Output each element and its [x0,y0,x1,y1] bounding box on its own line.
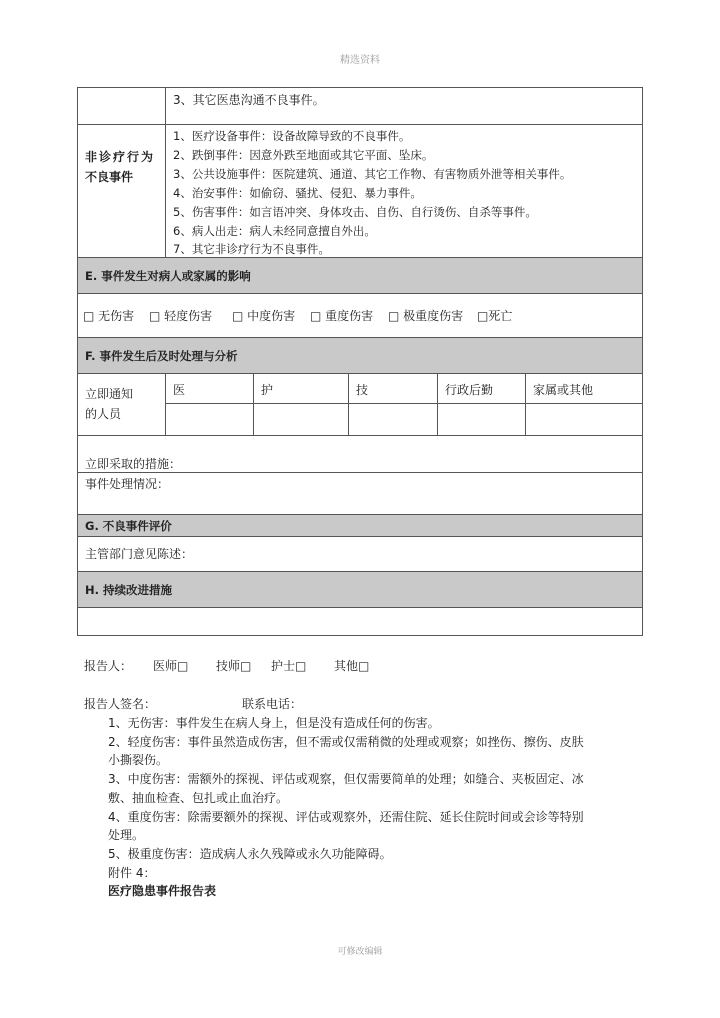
impact-option-death[interactable]: □死亡 [477,309,513,323]
list-item: 6、病人出走：病人未经同意擅自外出。 [173,224,376,238]
note-line: 4、重度伤害：除需要额外的探视、评估或观察外，还需住院、延长住院时间或会诊等特别 [108,810,584,824]
section-h-title: H. 持续改进措施 [85,583,172,597]
page-header: 精选资料 [340,55,380,66]
section-f-title: F. 事件发生后及时处理与分析 [85,349,238,363]
appendix-title: 医疗隐患事件报告表 [108,884,217,898]
notify-col-admin: 行政后勤 [445,383,494,397]
divider [165,88,166,257]
section-f-header [78,337,642,374]
divider [78,435,642,436]
appendix-label: 附件 4： [108,866,156,880]
reporter-option-doctor[interactable]: 医师□ [153,659,189,673]
section-g-header [78,514,642,537]
notify-col-tech: 技 [356,383,369,397]
impact-option-mild[interactable]: □ 轻度伤害 [149,309,213,323]
reporter-option-tech[interactable]: 技师□ [216,659,252,673]
note-line: 1、无伤害：事件发生在病人身上，但是没有造成任何的伤害。 [108,716,440,730]
notify-col-family: 家属或其他 [533,383,594,397]
note-line: 3、中度伤害：需额外的探视、评估或观察，但仅需要简单的处理；如缝合、夹板固定、冰 [108,772,584,786]
signature-label: 报告人签名： [84,697,157,711]
note-line: 2、轻度伤害：事件虽然造成伤害，但不需或仅需稍微的处理或观察；如挫伤、擦伤、皮肤 [108,735,584,749]
list-item: 3、公共设施事件：医院建筑、通道、其它工作物、有害物质外泄等相关事件。 [173,167,572,181]
reporter-option-other[interactable]: 其他□ [334,659,370,673]
page-footer: 可修改编辑 [337,947,383,957]
impact-option-moderate[interactable]: □ 中度伤害 [232,309,296,323]
divider [78,124,642,125]
report-form-table [77,87,643,636]
section-h-header [78,571,642,608]
notify-col-doctor: 医 [173,383,186,397]
notify-cell-tech[interactable] [349,404,436,434]
note-line: 敷、抽血检查、包扎或止血治疗。 [108,791,289,805]
list-item: 1、医疗设备事件：设备故障导致的不良事件。 [173,129,411,143]
notify-cell-admin[interactable] [438,404,524,434]
note-line: 5、极重度伤害：造成病人永久残障或永久功能障碍。 [108,847,392,861]
notify-cell-nurse[interactable] [254,404,347,434]
list-item: 5、伤害事件：如言语冲突、身体攻击、自伤、自行烫伤、自杀等事件。 [173,205,537,219]
section-g-title: G. 不良事件评价 [85,519,172,533]
section-e-header [78,257,642,294]
notify-label: 立即通知 [85,387,134,401]
comm-event-item-3: 3、其它医患沟通不良事件。 [173,93,325,107]
reporter-option-nurse[interactable]: 护士□ [271,659,307,673]
divider [78,472,642,473]
opinion-label: 主管部门意见陈述： [85,547,194,561]
notify-label-2: 的人员 [85,407,122,421]
measures-label: 立即采取的措施： [85,457,182,471]
impact-option-extreme[interactable]: □ 极重度伤害 [388,309,464,323]
non-diagnostic-label: 非诊疗行为 [85,150,156,164]
section-e-title: E. 事件发生对病人或家属的影响 [85,269,251,283]
impact-option-none[interactable]: □ 无伤害 [83,309,135,323]
handling-label: 事件处理情况： [85,477,170,491]
reporter-label: 报告人： [84,659,133,673]
improvement-field[interactable] [78,608,642,635]
non-diagnostic-label-2: 不良事件 [85,170,134,184]
phone-label: 联系电话： [242,697,303,711]
note-line: 小撕裂伤。 [108,753,169,767]
note-line: 处理。 [108,828,145,842]
list-item: 7、其它非诊疗行为不良事件。 [173,242,330,256]
notify-cell-family[interactable] [526,404,642,434]
notify-col-nurse: 护 [261,383,274,397]
notify-cell-doctor[interactable] [166,404,252,434]
list-item: 2、跌倒事件：因意外跌至地面或其它平面、坠床。 [173,148,434,162]
impact-option-severe[interactable]: □ 重度伤害 [310,309,374,323]
list-item: 4、治安事件：如偷窃、骚扰、侵犯、暴力事件。 [173,186,422,200]
